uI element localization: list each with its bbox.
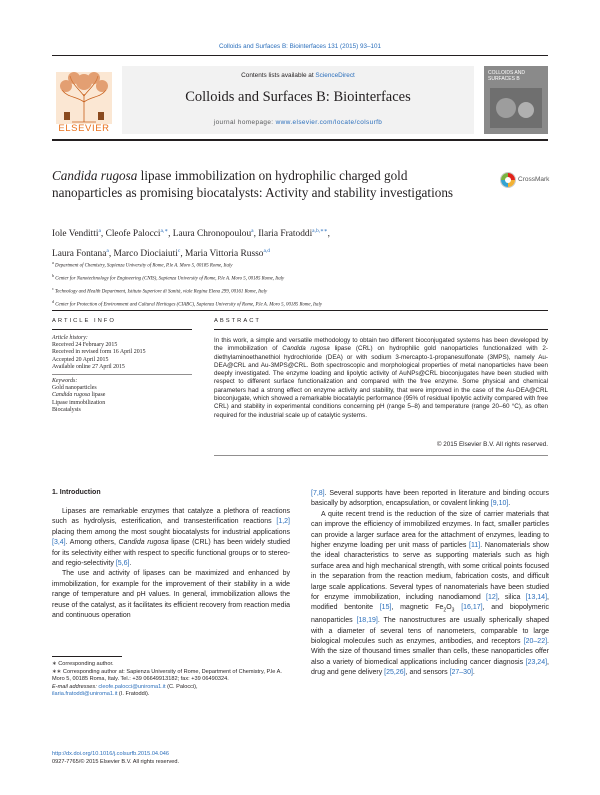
author-separator: , xyxy=(327,229,330,240)
homepage-label: journal homepage: xyxy=(213,119,276,126)
history-received: Received 24 February 2015 xyxy=(52,342,118,349)
running-head[interactable]: Colloids and Surfaces B: Biointerfaces 131 (2015) 93–101 xyxy=(218,43,382,50)
author-separator: , xyxy=(108,249,114,260)
abstract-copyright: © 2015 Elsevier B.V. All rights reserved. xyxy=(436,441,548,448)
history-label: Article history: xyxy=(52,335,88,341)
article-history xyxy=(52,335,192,371)
keyword-item: Candida rugosa lipase xyxy=(52,392,106,399)
journal-masthead xyxy=(52,63,548,135)
affiliation-marker: b xyxy=(52,273,55,279)
history-online: Available online 27 April 2015 xyxy=(52,363,125,370)
title-italic: Candida rugosa xyxy=(52,168,138,183)
email-link-palocci[interactable]: cleofe.palocci@uniroma1.it xyxy=(98,683,166,690)
author-affiliation-marker[interactable]: c xyxy=(177,248,181,255)
affiliation-text: Department of Chemistry, Sapienza University of Rome, P.le A. Moro 5, 00185 Rome, Italy xyxy=(53,263,233,269)
keyword-item: Biocatalysis xyxy=(52,406,81,413)
author-separator: , xyxy=(253,229,259,240)
chemical-formula: $Fe_2O_3$ xyxy=(435,604,455,614)
journal-title: Colloids and Surfaces B: Biointerfaces xyxy=(185,89,411,105)
citation-link[interactable]: [16,17] xyxy=(461,604,483,612)
affiliation xyxy=(52,271,552,284)
email-link-fratoddi[interactable]: ilaria.fratoddi@uniroma1.it xyxy=(52,691,118,698)
history-rule xyxy=(52,374,192,375)
keywords xyxy=(52,378,192,414)
affiliation xyxy=(52,258,552,271)
abstract-rule xyxy=(214,329,548,330)
abstract-bottom-rule xyxy=(214,455,548,456)
affiliation-list xyxy=(52,258,552,311)
footnote-rule xyxy=(52,656,122,657)
issn-copyright: 0927-7765/© 2015 Elsevier B.V. All rights reserved. xyxy=(52,758,180,765)
keyword-item: Lipase immobilization xyxy=(52,399,106,406)
footnote-corresponding: ∗ Corresponding author. xyxy=(52,661,114,667)
author-name[interactable]: Iole Venditti xyxy=(52,229,99,240)
cover-title: COLLOIDS AND SURFACES B xyxy=(488,70,525,82)
keywords-label: Keywords: xyxy=(52,378,78,384)
contents-line xyxy=(122,72,474,79)
citation-link[interactable]: [7,8] xyxy=(311,490,325,497)
info-rule xyxy=(52,310,548,311)
masthead-rule xyxy=(52,139,548,141)
intro-paragraph-continued: [7,8]. Several supports have been reported in literature and binding occurs basically by adsorption, encapsulation, or covalent linking [9,10]. xyxy=(311,490,549,508)
author-name[interactable]: Cleofe Palocci xyxy=(105,229,161,240)
intro-paragraph: The use and activity of lipases can be maximized and enhanced by immobilization, for example for the improvement of their stability in a wide range of temperature and pH values. In general, immobilization allows the reuse of the catalyst, as it facilitates its efficient recovery from reaction media and continuous operation xyxy=(52,570,290,620)
intro-left-column xyxy=(52,507,290,621)
citation-link[interactable]: [27–30] xyxy=(449,669,473,677)
author-affiliation-marker[interactable]: a xyxy=(106,248,109,255)
affiliation-marker: d xyxy=(52,299,55,305)
species-name: Candida rugosa xyxy=(282,345,330,353)
affiliation xyxy=(52,297,552,310)
homepage-link[interactable]: www.elsevier.com/locate/colsurfb xyxy=(275,119,383,126)
email-label: E-mail addresses: xyxy=(52,683,99,690)
doi-block xyxy=(52,751,290,766)
author-affiliation-marker[interactable]: a,b,∗∗ xyxy=(312,228,328,234)
author-affiliation-marker[interactable]: a,∗ xyxy=(160,228,169,234)
author-name[interactable]: Maria Vittoria Russo xyxy=(185,249,264,260)
citation-link[interactable]: [5,6] xyxy=(115,560,130,568)
journal-homepage xyxy=(122,119,474,126)
footnote-corresponding-at: ∗∗ Corresponding author at: Sapienza University of Rome, Department of Chemistry, P.le A. Moro 5, 00185 Roma, Italy. Tel.: +39 06649913182; fax: +39 06490324. xyxy=(52,668,282,683)
elsevier-wordmark: ELSEVIER xyxy=(58,123,110,134)
crossmark-badge[interactable] xyxy=(500,172,550,188)
affiliation-text: Technology and Health Department, Istituto Superiore di Sanità, viale Regina Elena 299, 00161 Rome, Italy xyxy=(53,289,268,295)
email-name-fratoddi: (I. Fratoddi). xyxy=(117,691,150,698)
author-affiliation-marker[interactable]: a xyxy=(98,228,101,234)
citation-link[interactable]: [11] xyxy=(469,542,481,550)
keyword-item: Gold nanoparticles xyxy=(52,385,97,392)
journal-cover-thumbnail xyxy=(484,66,548,134)
top-rule xyxy=(52,55,548,56)
abstract-heading: ABSTRACT xyxy=(214,318,261,324)
citation-link[interactable]: [15] xyxy=(379,604,392,612)
affiliation-text: Center for Protection of Environment and Cultural Heritages (CIABC), Sapienza University of Rome, P.le A. Moro 5, 00185 Rome, Italy xyxy=(54,303,322,308)
crossmark-icon xyxy=(500,172,516,188)
citation-link[interactable]: [12] xyxy=(486,594,498,602)
history-revised: Received in revised form 16 April 2015 xyxy=(52,349,146,356)
history-accepted: Accepted 20 April 2015 xyxy=(52,356,109,363)
cover-image xyxy=(490,88,542,128)
affiliation-text: Center for Nanotechnology for Engineering (CNIS), Sapienza University of Rome, P.le A. Moro 5, 00185 Rome, Italy xyxy=(54,276,285,282)
citation-link[interactable]: [9,10] xyxy=(490,500,509,508)
author-separator: , xyxy=(168,229,173,240)
author-affiliation-marker[interactable]: a xyxy=(251,228,254,234)
species-name: Candida rugosa xyxy=(118,539,169,547)
article-info-heading: ARTICLE INFO xyxy=(52,318,116,324)
title-rest: lipase immobilization on hydrophilic charged gold nanoparticles as promising biocatalysts: Activity and stability investigations xyxy=(52,168,454,200)
article-title xyxy=(52,167,472,201)
introduction-heading: 1. Introduction xyxy=(52,489,101,496)
author-separator: , xyxy=(180,249,185,260)
affiliation xyxy=(52,284,552,297)
citation-link[interactable]: [20–22] xyxy=(523,638,548,646)
intro-paragraph: Lipases are remarkable enzymes that catalyze a plethora of reactions such as hydrolysis, esterification, and transesterification reactions [1,2] placing them among the most sought biocatalysts for industrial applications [3,4]. Among others, Candida rugosa lipase (CRL) has been widely studied for its selectivity either with respect to specific functional groups or to stereo- and regio-selectivity [5,6]. xyxy=(52,508,290,568)
masthead-box xyxy=(122,66,474,134)
abstract-text xyxy=(214,337,548,420)
citation-link[interactable]: [13,14] xyxy=(525,594,548,602)
footnotes xyxy=(52,661,290,699)
doi-link[interactable]: http://dx.doi.org/10.1016/j.colsurfb.2015.04.046 xyxy=(52,751,169,757)
citation-link[interactable]: [18,19] xyxy=(356,617,378,625)
sciencedirect-link[interactable]: ScienceDirect xyxy=(315,72,355,79)
author-separator: , xyxy=(100,229,106,240)
author-affiliation-marker[interactable]: a,d xyxy=(263,248,271,255)
affiliation-marker: c xyxy=(52,286,54,292)
footnote-emails xyxy=(52,684,290,699)
citation-link[interactable]: [25,26] xyxy=(384,669,406,677)
abstract-paragraph: In this work, a simple and versatile methodology to obtain two different bioconjugated systems has been developed by the immobilization of Candida rugosa lipase (CRL) on hydrophilic gold nanoparticles functionalized with 2-diethylaminoethanethiol hydrochloride (DEA) or with sodium 3-mercapto-1-propanesulfonate (3MPS), namely Au-DEA@CRL and Au-3MPS@CRL. Both spectroscopic and morphological properties of metal nanoparticles have been deeply investigated. The enzyme loading and lipolytic activity of AuNPs@CRL bioconjugates have been studied with respect to different surface functionalization and compared with the free enzyme. Some physical and chemical parameters had a strong effect on enzyme activity and stability, that were improved in the case of the Au-DEA@CRL bioconjugate, which showed a remarkable biocatalytic performance (95% of residual lipolytic activity compared with free CRL) and stability in experimental conditions concerning pH (range 5–8) and temperature (range 20–60 °C), as often required for the industrial scale up of catalytic systems. xyxy=(214,337,548,419)
affiliation-marker: a xyxy=(52,260,54,265)
crossmark-label: CrossMark xyxy=(518,176,550,183)
author-name[interactable]: Marco Diociaiuti xyxy=(113,249,178,260)
article-info-rule xyxy=(52,329,192,330)
intro-right-column xyxy=(311,489,549,679)
citation-link[interactable]: [3,4] xyxy=(52,539,66,547)
intro-paragraph: A quite recent trend is the reduction of the size of carrier materials that can improve the efficiency of immobilized enzymes. In fact, smaller particles can provide a larger surface area for the attachment of enzymes, leading to higher enzyme loading per unit mass of particles [11]. Nanomaterials show the ideal characteristics to serve as supporting materials such as high surface area and high mechanical strength, with some critical points focused in the separation from the reaction medium, fabrication costs, and difficult large scale applications. Several types of nanomaterials have been studied for enzyme immobilization, including nanodiamond [12], silica [13,14], modified bentonite [15], magnetic $Fe_2O_3$ [16,17], and biopolymeric nanoparticles [18,19]. The nanostructures are usually spherically shaped with a diameter of several tens of nanometers, comparable to large biological molecules such as enzymes, antibodies, and receptors [20–22]. With the size of thousand times smaller than cells, these nanoparticles offer also a variety of biomedical applications including cancer diagnosis [23,24], drug and gene delivery [25,26], and sensors [27–30]. xyxy=(311,510,549,677)
elsevier-tree-logo xyxy=(52,68,116,128)
email-name-palocci: (C. Palocci), xyxy=(165,683,198,690)
author-name[interactable]: Ilaria Fratoddi xyxy=(258,229,313,240)
contents-prefix: Contents lists available at xyxy=(241,72,316,79)
author-name[interactable]: Laura Chronopoulou xyxy=(172,229,252,240)
citation-link[interactable]: [1,2] xyxy=(276,518,290,526)
citation-link[interactable]: [23,24] xyxy=(525,658,548,666)
author-name[interactable]: Laura Fontana xyxy=(52,249,107,260)
